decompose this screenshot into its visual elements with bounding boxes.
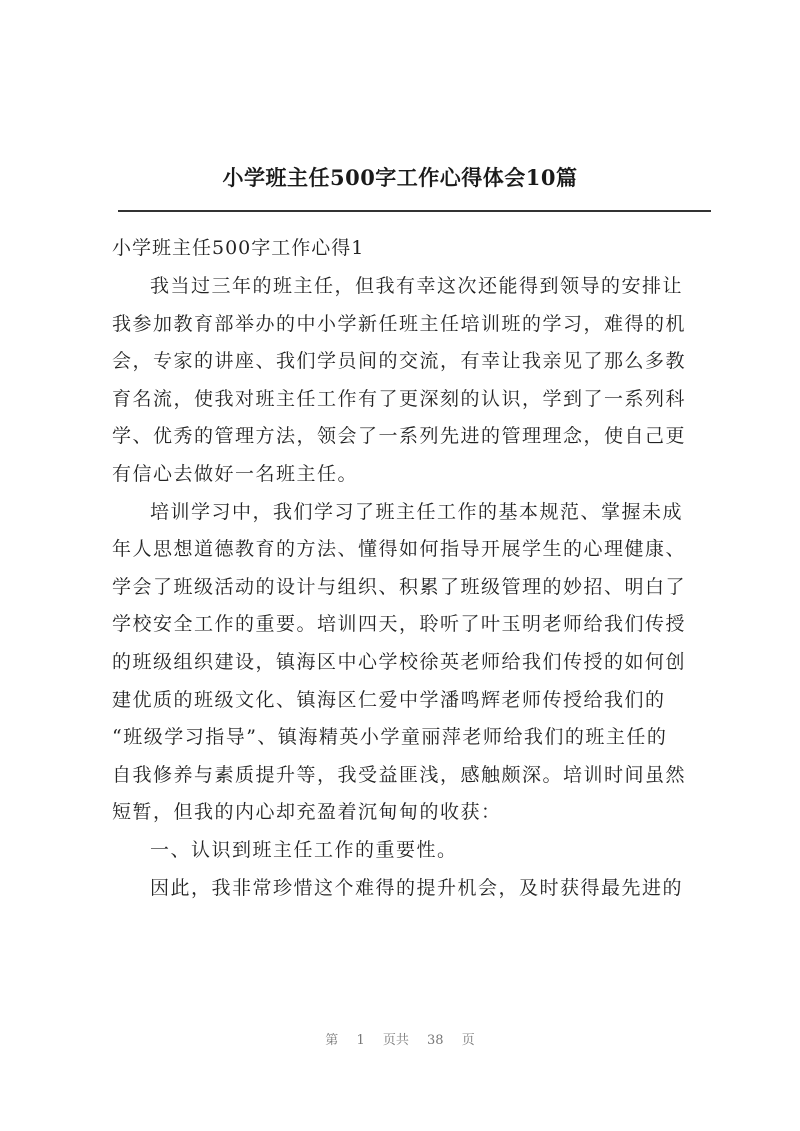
body-text-line: 年人思想道德教育的方法、懂得如何指导开展学生的心理健康、 [112,538,687,561]
body-text-line: 培训学习中，我们学习了班主任工作的基本规范、掌握未成 [150,500,684,523]
body-text-line: 自我修养与素质提升等，我受益匪浅，感触颇深。培训时间虽然 [112,763,687,786]
section-heading: 小学班主任500字工作心得1 [112,237,365,259]
body-text-line: 因此，我非常珍惜这个难得的提升机会，及时获得最先进的 [150,876,684,899]
document-body [112,268,712,907]
page-footer [0,1029,800,1048]
body-text-line: 我参加教育部举办的中小学新任班主任培训班的学习，难得的机 [112,312,687,335]
body-text-line: 学、优秀的管理方法，领会了一系列先进的管理理念，使自己更 [112,425,687,448]
body-text-line: 一、认识到班主任工作的重要性。 [150,838,458,861]
body-text-line: 育名流，使我对班主任工作有了更深刻的认识，学到了一系列科 [112,387,687,410]
footer-page-number: 1 [356,1033,365,1048]
body-text-line: 有信心去做好一名班主任。 [112,462,359,485]
title-divider [118,210,711,212]
body-text-line: 学会了班级活动的设计与组织、积累了班级管理的妙招、明白了 [112,575,687,598]
document-title: 小学班主任500字工作心得体会10篇 [222,165,578,190]
body-text-line: 短暂，但我的内心却充盈着沉甸甸的收获： [112,801,502,824]
footer-prefix: 第 [325,1033,339,1048]
footer-middle: 页共 [382,1033,409,1048]
body-text-line: 的班级组织建设，镇海区中心学校徐英老师给我们传授的如何创 [112,650,687,673]
body-text-line: “班级学习指导”、镇海精英小学童丽萍老师给我们的班主任的 [112,726,668,749]
body-text-line: 会，专家的讲座、我们学员间的交流，有幸让我亲见了那么多教 [112,350,687,373]
body-text-line: 学校安全工作的重要。培训四天，聆听了叶玉明老师给我们传授 [112,613,687,636]
footer-suffix: 页 [461,1033,475,1048]
body-text-line: 建优质的班级文化、镇海区仁爱中学潘鸣辉老师传授给我们的 [112,688,666,711]
body-text-line: 我当过三年的班主任，但我有幸这次还能得到领导的安排让 [150,275,684,297]
footer-total-pages: 38 [427,1033,444,1048]
